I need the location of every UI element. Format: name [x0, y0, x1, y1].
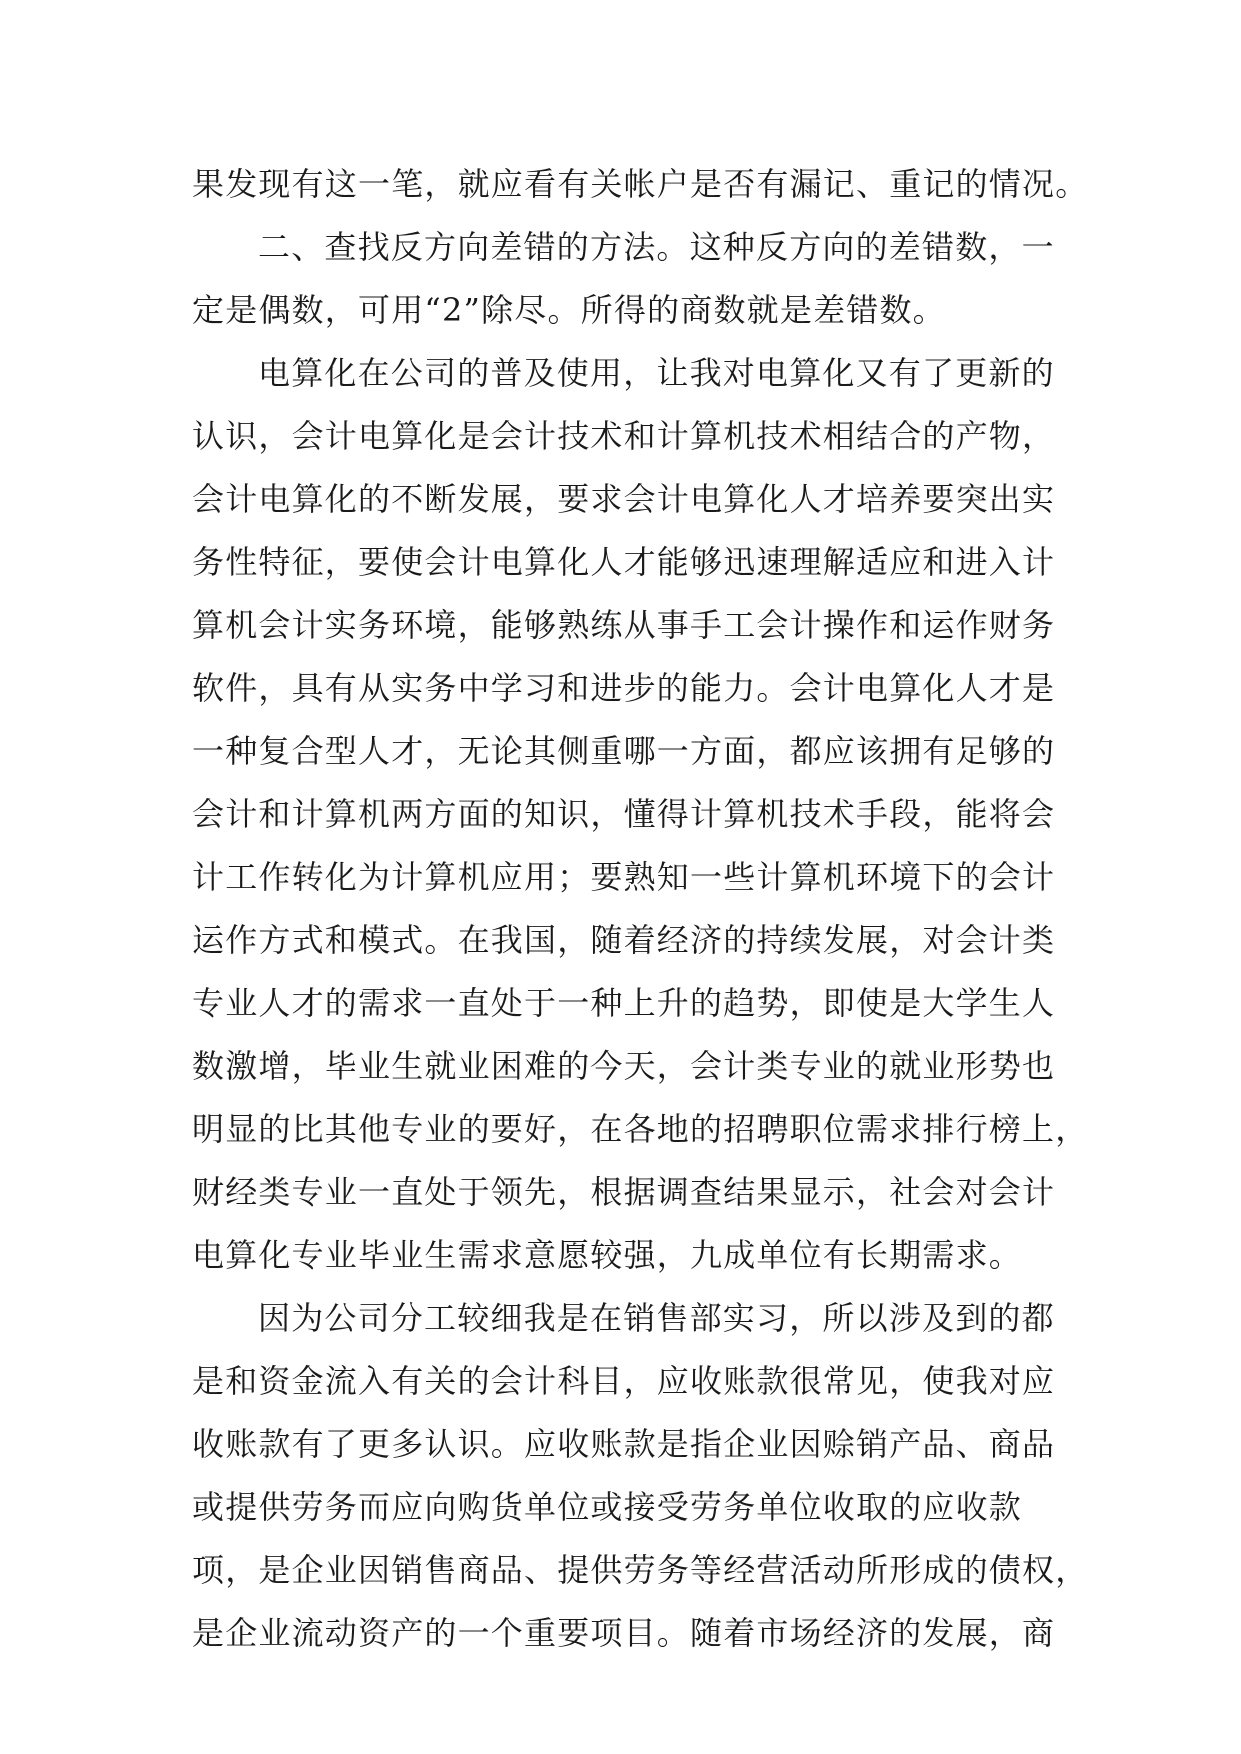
text-line: 会计和计算机两方面的知识，懂得计算机技术手段，能将会 — [192, 795, 1056, 833]
text-line: 软件，具有从实务中学习和进步的能力。会计电算化人才是 — [192, 669, 1056, 707]
text-line: 计工作转化为计算机应用；要熟知一些计算机环境下的会计 — [192, 858, 1056, 896]
text-line: 专业人才的需求一直处于一种上升的趋势，即使是大学生人 — [192, 984, 1056, 1022]
text-line: 财经类专业一直处于领先，根据调查结果显示，社会对会计 — [192, 1173, 1056, 1211]
text-line: 一种复合型人才，无论其侧重哪一方面，都应该拥有足够的 — [192, 732, 1056, 770]
text-line: 定是偶数，可用“2”除尽。所得的商数就是差错数。 — [192, 291, 946, 329]
text-line: 项，是企业因销售商品、提供劳务等经营活动所形成的债权， — [192, 1551, 1089, 1589]
text-line: 是企业流动资产的一个重要项目。随着市场经济的发展，商 — [192, 1614, 1056, 1652]
text-line: 明显的比其他专业的要好，在各地的招聘职位需求排行榜上， — [192, 1110, 1089, 1148]
text-line: 认识，会计电算化是会计技术和计算机技术相结合的产物， — [192, 417, 1056, 455]
text-line: 会计电算化的不断发展，要求会计电算化人才培养要突出实 — [192, 480, 1056, 518]
text-line: 或提供劳务而应向购货单位或接受劳务单位收取的应收款 — [192, 1488, 1023, 1526]
text-line: 务性特征，要使会计电算化人才能够迅速理解适应和进入计 — [192, 543, 1056, 581]
text-line: 数激增，毕业生就业困难的今天，会计类专业的就业形势也 — [192, 1047, 1056, 1085]
body-text — [192, 153, 1089, 1665]
text-line: 运作方式和模式。在我国，随着经济的持续发展，对会计类 — [192, 921, 1056, 959]
paragraph-start-line: 电算化在公司的普及使用，让我对电算化又有了更新的 — [258, 354, 1055, 392]
paragraph-start-line: 二、查找反方向差错的方法。这种反方向的差错数，一 — [258, 228, 1055, 266]
paragraph-start-line: 因为公司分工较细我是在销售部实习，所以涉及到的都 — [258, 1299, 1055, 1337]
text-line: 果发现有这一笔，就应看有关帐户是否有漏记、重记的情况。 — [192, 165, 1089, 203]
text-line: 收账款有了更多认识。应收账款是指企业因赊销产品、商品 — [192, 1425, 1056, 1463]
text-line: 是和资金流入有关的会计科目，应收账款很常见，使我对应 — [192, 1362, 1056, 1400]
text-line: 电算化专业毕业生需求意愿较强，九成单位有长期需求。 — [192, 1236, 1023, 1274]
text-line: 算机会计实务环境，能够熟练从事手工会计操作和运作财务 — [192, 606, 1056, 644]
